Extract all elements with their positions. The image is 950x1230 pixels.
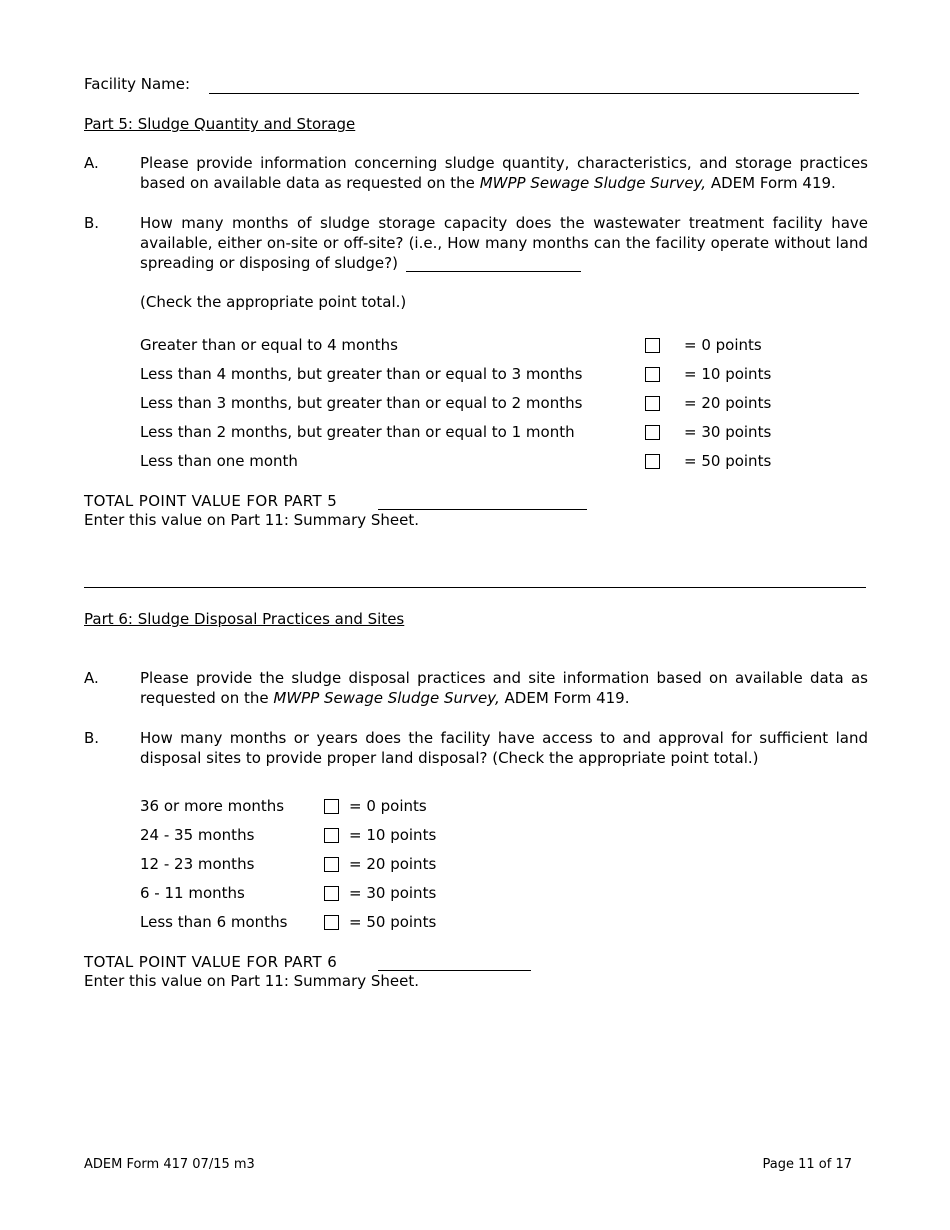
part6-option-label: 24 - 35 months bbox=[140, 826, 255, 844]
part5-check-note: (Check the appropriate point total.) bbox=[140, 293, 407, 311]
part5-option-label: Greater than or equal to 4 months bbox=[140, 336, 398, 354]
part6-title: Part 6: Sludge Disposal Practices and Sites bbox=[84, 610, 405, 628]
part6-enter-note: Enter this value on Part 11: Summary Sheet. bbox=[84, 972, 420, 990]
part6-b-letter: B. bbox=[84, 729, 100, 747]
part6-option-label: 12 - 23 months bbox=[140, 855, 255, 873]
part6-option-checkbox[interactable] bbox=[324, 799, 339, 814]
part5-title: Part 5: Sludge Quantity and Storage bbox=[84, 115, 356, 133]
part5-option-points: = 0 points bbox=[684, 336, 762, 354]
part5-option-checkbox[interactable] bbox=[645, 454, 660, 469]
part6-total-label: TOTAL POINT VALUE FOR PART 6 bbox=[84, 953, 338, 971]
part6-a-text: Please provide the sludge disposal practices and site information based on available data as requested on the MWPP Sewage Sludge Survey, ADEM Form 419. bbox=[140, 669, 868, 707]
part5-option-label: Less than 3 months, but greater than or equal to 2 months bbox=[140, 394, 583, 412]
part5-option-checkbox[interactable] bbox=[645, 338, 660, 353]
part6-option-checkbox[interactable] bbox=[324, 886, 339, 901]
part5-option-checkbox[interactable] bbox=[645, 425, 660, 440]
part5-total-field[interactable] bbox=[378, 509, 587, 510]
part5-a-text: Please provide information concerning sludge quantity, characteristics, and storage practices based on available data as requested on the MWPP Sewage Sludge Survey, ADEM Form 419. bbox=[140, 154, 868, 192]
part6-option-points: = 20 points bbox=[349, 855, 437, 873]
part6-option-label: 6 - 11 months bbox=[140, 884, 245, 902]
part5-a-letter: A. bbox=[84, 154, 99, 172]
part5-option-points: = 50 points bbox=[684, 452, 772, 470]
facility-name-field[interactable] bbox=[209, 93, 859, 94]
part6-option-points: = 10 points bbox=[349, 826, 437, 844]
part6-total-field[interactable] bbox=[378, 970, 531, 971]
part5-option-label: Less than one month bbox=[140, 452, 298, 470]
part6-b-text: How many months or years does the facility have access to and approval for sufficient land disposal sites to provide proper land disposal? (Check the appropriate point total.) bbox=[140, 729, 868, 767]
part6-option-label: Less than 6 months bbox=[140, 913, 288, 931]
part5-option-points: = 10 points bbox=[684, 365, 772, 383]
part6-option-checkbox[interactable] bbox=[324, 828, 339, 843]
facility-name-label: Facility Name: bbox=[84, 75, 191, 93]
part6-option-label: 36 or more months bbox=[140, 797, 285, 815]
part5-option-points: = 30 points bbox=[684, 423, 772, 441]
footer-page-number: Page 11 of 17 bbox=[762, 1157, 852, 1172]
part6-a-letter: A. bbox=[84, 669, 99, 687]
part5-option-checkbox[interactable] bbox=[645, 396, 660, 411]
footer-form-id: ADEM Form 417 07/15 m3 bbox=[84, 1157, 255, 1172]
part5-b-text: How many months of sludge storage capacity does the wastewater treatment facility have available, either on-site or off-site? (i.e., How many months can the facility operate without land spreading or disposing of sludge?) bbox=[140, 214, 868, 272]
part5-enter-note: Enter this value on Part 11: Summary Sheet. bbox=[84, 511, 420, 529]
part6-option-checkbox[interactable] bbox=[324, 857, 339, 872]
part5-b-letter: B. bbox=[84, 214, 100, 232]
part6-option-checkbox[interactable] bbox=[324, 915, 339, 930]
section-divider bbox=[84, 587, 866, 588]
part5-total-label: TOTAL POINT VALUE FOR PART 5 bbox=[84, 492, 338, 510]
part5-option-points: = 20 points bbox=[684, 394, 772, 412]
storage-months-field[interactable] bbox=[406, 271, 581, 272]
part5-option-checkbox[interactable] bbox=[645, 367, 660, 382]
part6-option-points: = 0 points bbox=[349, 797, 427, 815]
part5-option-label: Less than 2 months, but greater than or equal to 1 month bbox=[140, 423, 575, 441]
part6-option-points: = 30 points bbox=[349, 884, 437, 902]
part6-option-points: = 50 points bbox=[349, 913, 437, 931]
part5-option-label: Less than 4 months, but greater than or equal to 3 months bbox=[140, 365, 583, 383]
